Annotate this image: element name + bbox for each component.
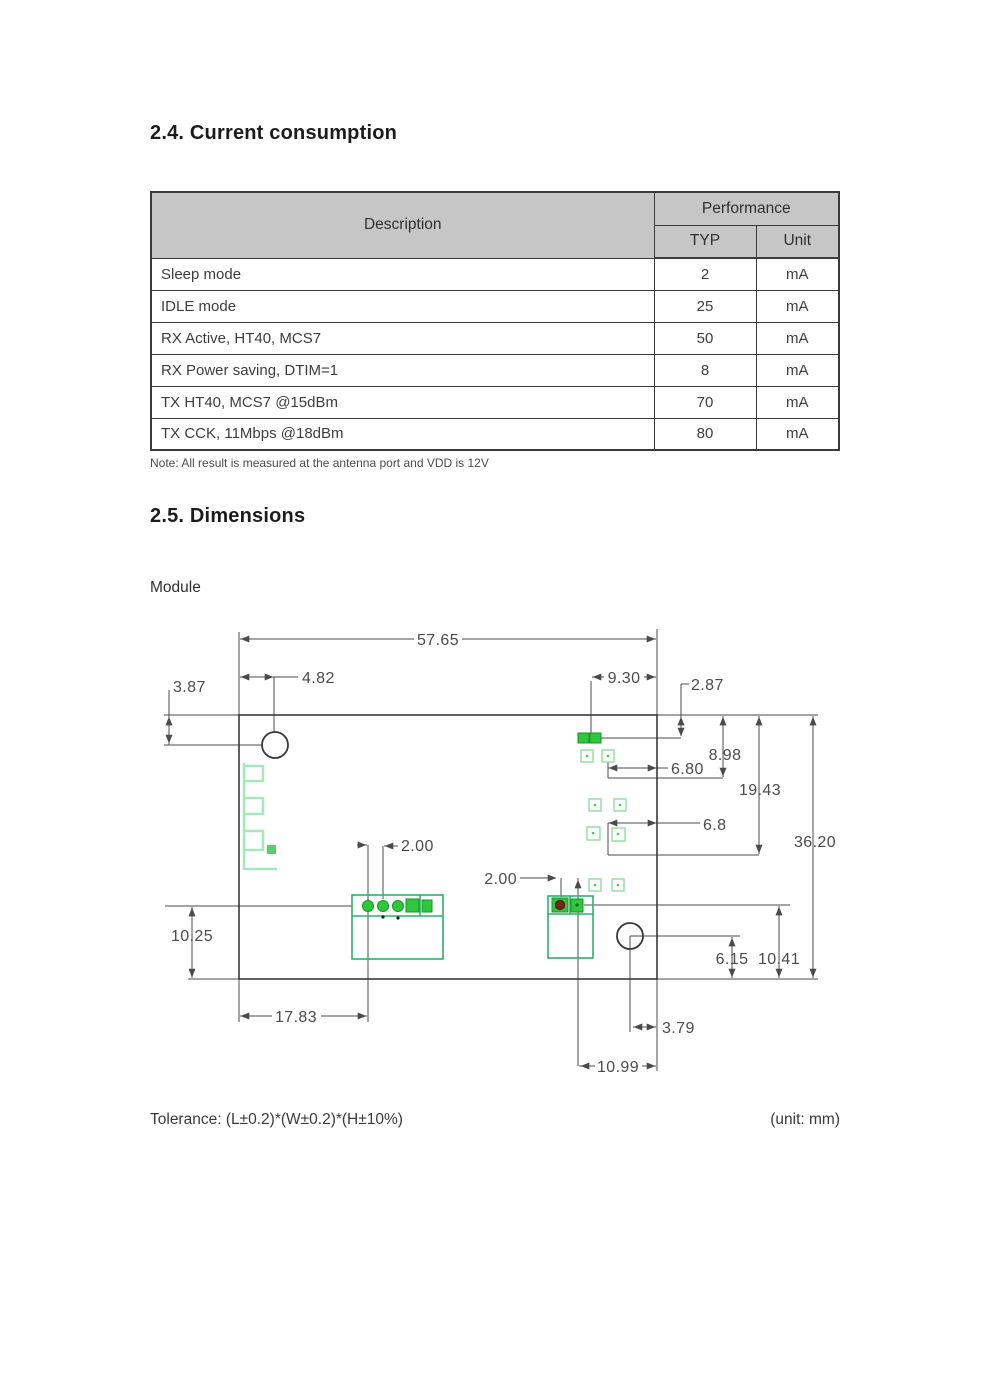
table-row <box>151 322 839 354</box>
col-header-typ: TYP <box>654 225 756 258</box>
dim-hole1-y: 3.87 <box>173 679 206 696</box>
table-row <box>151 258 839 290</box>
cell-description: RX Active, HT40, MCS7 <box>151 322 654 354</box>
antenna-trace <box>244 763 277 870</box>
dim-pad-row4: 19.43 <box>738 782 782 799</box>
current-consumption-table <box>150 191 840 451</box>
col-header-performance: Performance <box>654 192 839 225</box>
table-row <box>151 418 839 450</box>
dim-conn1-x: 17.83 <box>274 1009 318 1026</box>
connector2-pin1-mark <box>555 900 564 909</box>
mounting-hole-top-left <box>262 732 288 758</box>
cell-unit: mA <box>756 386 839 418</box>
cell-description: Sleep mode <box>151 258 654 290</box>
cell-typ: 25 <box>654 290 756 322</box>
antenna-feed-pad <box>267 845 276 854</box>
cell-description: TX HT40, MCS7 @15dBm <box>151 386 654 418</box>
table-row <box>151 386 839 418</box>
cell-unit: mA <box>756 354 839 386</box>
cell-typ: 8 <box>654 354 756 386</box>
cell-unit: mA <box>756 322 839 354</box>
cell-description: RX Power saving, DTIM=1 <box>151 354 654 386</box>
dim-pad-row1: 2.87 <box>691 677 724 694</box>
dim-conn2-row-y: 10.41 <box>757 951 801 968</box>
connector1-pin <box>363 901 374 912</box>
connector1-pad <box>422 900 432 912</box>
tolerance-note: Tolerance: (L±0.2)*(W±0.2)*(H±10%) <box>150 1111 403 1128</box>
dim-pad-row2: 8.98 <box>708 747 742 764</box>
col-header-unit: Unit <box>756 225 839 258</box>
cell-typ: 70 <box>654 386 756 418</box>
connector-1 <box>352 895 443 959</box>
col-header-description: Description <box>151 192 654 258</box>
cell-unit: mA <box>756 290 839 322</box>
cell-typ: 80 <box>654 418 756 450</box>
dim-hole2-x: 3.79 <box>662 1020 695 1037</box>
dim-conn2-x: 10.99 <box>596 1059 640 1076</box>
dim-hole2-y: 6.15 <box>715 951 749 968</box>
cell-typ: 50 <box>654 322 756 354</box>
dim-board-height: 36.20 <box>793 834 837 851</box>
dim-conn1-y: 10.25 <box>170 928 214 945</box>
smd-pads <box>578 733 626 891</box>
board-outline <box>239 715 657 979</box>
cell-unit: mA <box>756 418 839 450</box>
dim-hole1-x: 4.82 <box>302 670 335 687</box>
dim-pad-col2: 6.80 <box>671 761 704 778</box>
module-dimension-drawing <box>150 615 850 1085</box>
section-heading-dimensions: 2.5. Dimensions <box>150 505 306 527</box>
table-row <box>151 290 839 322</box>
dim-pad-col3: 6.8 <box>703 817 727 834</box>
unit-note: (unit: mm) <box>770 1111 840 1128</box>
dim-conn1-pitch: 2.00 <box>401 838 434 855</box>
dim-conn2-pitch: 2.00 <box>484 871 517 888</box>
table-header-row <box>151 192 839 225</box>
connector1-pin <box>378 901 389 912</box>
dim-pad-col: 9.30 <box>607 670 641 687</box>
section-heading-current-consumption: 2.4. Current consumption <box>150 122 398 144</box>
cell-description: IDLE mode <box>151 290 654 322</box>
module-label: Module <box>150 579 201 596</box>
connector1-pin <box>393 901 404 912</box>
dim-board-width: 57.65 <box>416 632 460 649</box>
connector1-pad <box>406 899 419 912</box>
cell-unit: mA <box>756 258 839 290</box>
table-row <box>151 354 839 386</box>
cell-typ: 2 <box>654 258 756 290</box>
cell-description: TX CCK, 11Mbps @18dBm <box>151 418 654 450</box>
table-note: Note: All result is measured at the antenna port and VDD is 12V <box>150 456 489 470</box>
